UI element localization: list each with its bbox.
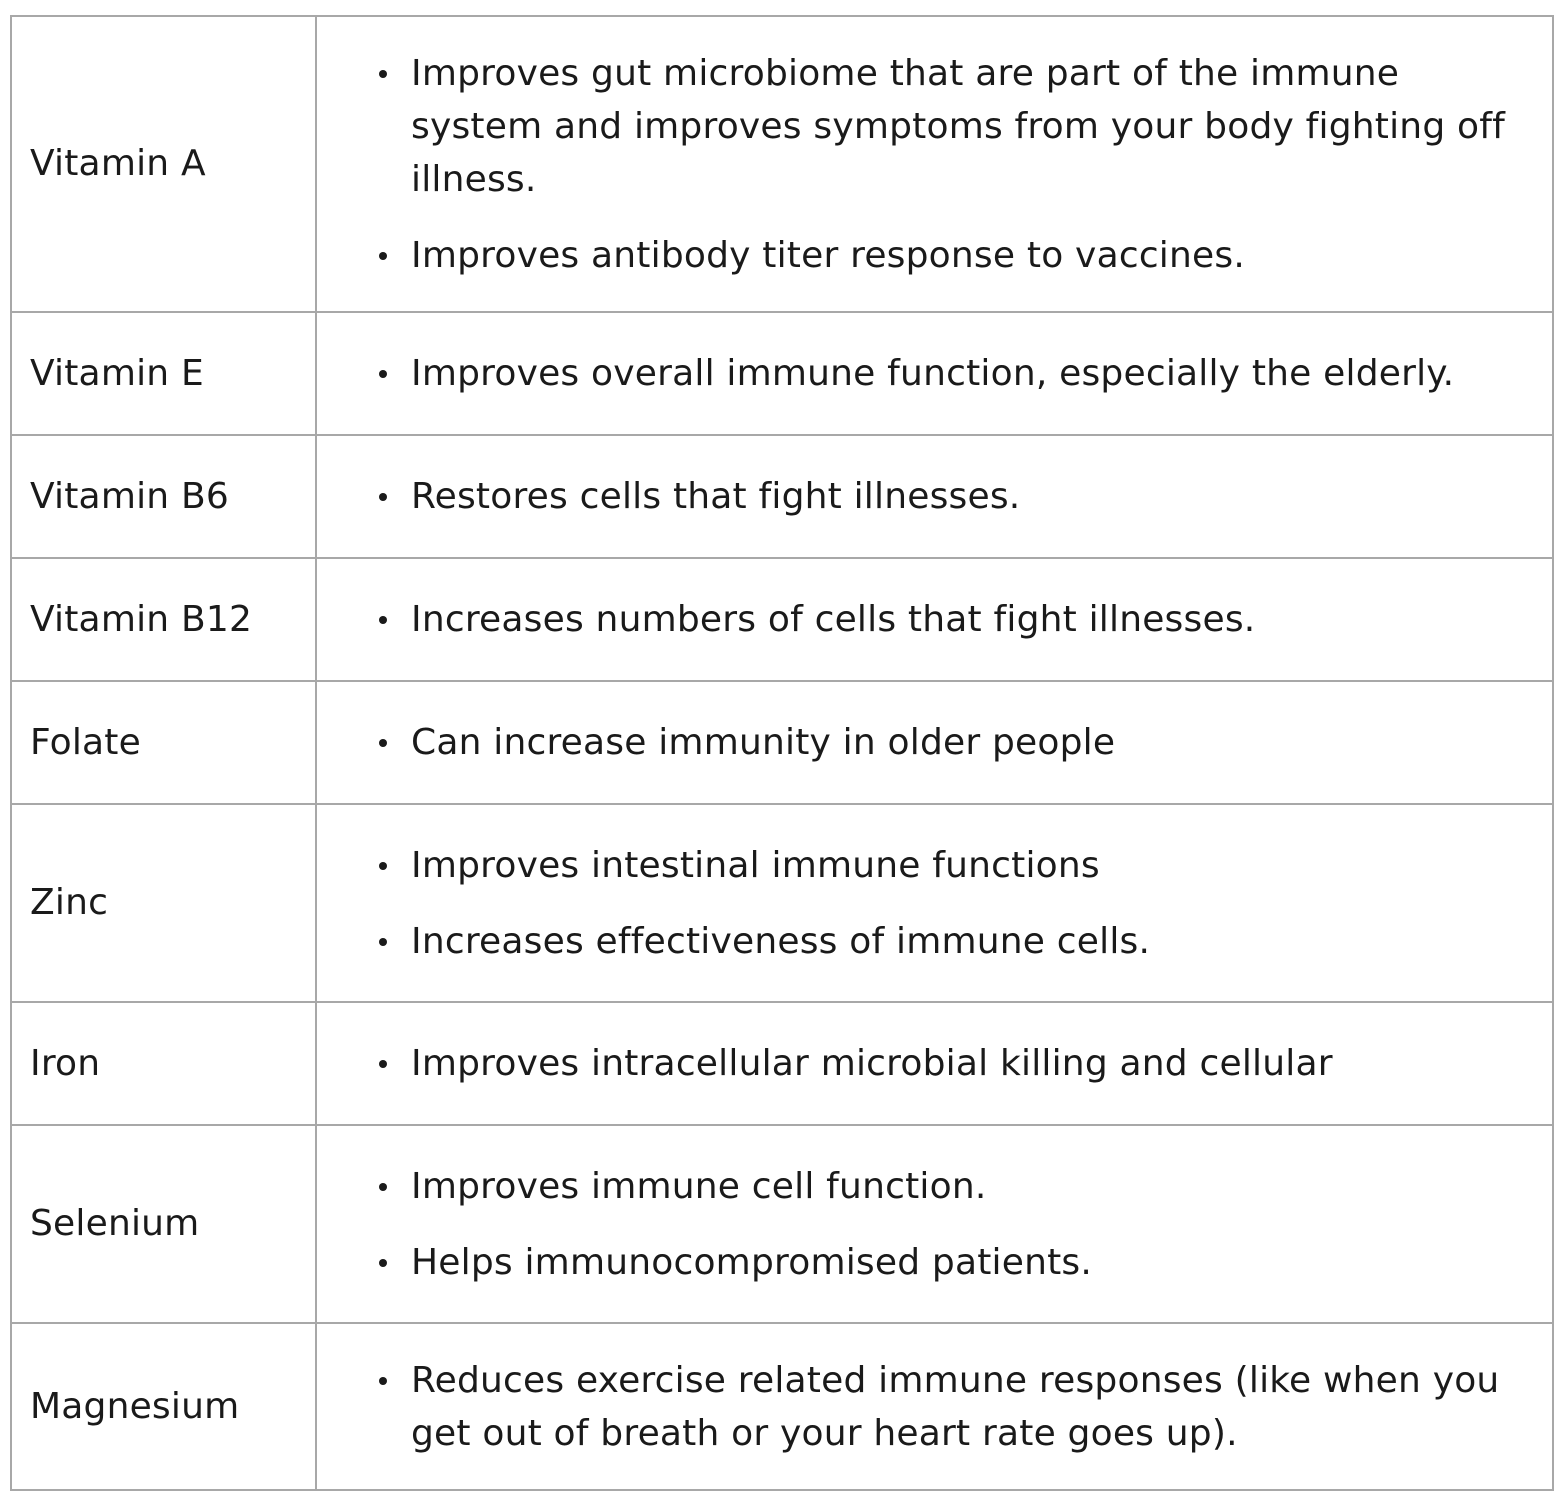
nutrient-name: Vitamin B6 [11,435,316,558]
bullet-icon [379,252,387,260]
benefit-item [373,1160,1532,1213]
nutrient-name: Vitamin E [11,312,316,435]
benefit-text: Reduces exercise related immune responses (like when you get out of breath or your heart rate goes up). [411,1359,1500,1454]
benefit-item [373,47,1532,206]
benefits-cell [316,804,1553,1002]
benefit-text: Helps immunocompromised patients. [411,1241,1093,1283]
table-row [11,312,1553,435]
benefit-text: Can increase immunity in older people [411,722,1116,763]
benefit-text: Improves gut microbiome that are part of the immune system and improves symptoms from your body fighting off illness. [411,52,1505,200]
benefit-item [373,1037,1532,1090]
table-row [11,681,1553,804]
benefits-cell [316,681,1553,804]
benefit-item [373,716,1532,769]
benefit-text: Improves intracellular microbial killing and cellular [411,1043,1333,1084]
nutrient-name: Iron [11,1002,316,1125]
bullet-icon [379,1060,387,1068]
bullet-icon [379,739,387,747]
benefit-item [373,1354,1532,1460]
benefits-cell [316,435,1553,558]
bullet-icon [379,616,387,624]
bullet-icon [379,1183,387,1191]
benefit-text: Increases numbers of cells that fight illnesses. [411,599,1256,640]
table-row [11,804,1553,1002]
benefit-list [373,470,1532,523]
table-row [11,16,1553,312]
benefit-list [373,593,1532,646]
benefit-text: Improves intestinal immune functions [411,844,1100,886]
table-row [11,1125,1553,1323]
table-row [11,1323,1553,1490]
bullet-icon [379,862,387,870]
benefit-list [373,1160,1532,1289]
benefit-item [373,915,1532,968]
bullet-icon [379,370,387,378]
table-row [11,435,1553,558]
benefit-item [373,593,1532,646]
benefit-item [373,229,1532,282]
table-row [11,1002,1553,1125]
benefit-item [373,839,1532,892]
nutrient-name: Vitamin A [11,16,316,312]
benefits-cell [316,558,1553,681]
benefit-text: Restores cells that fight illnesses. [411,476,1021,517]
nutrient-name: Zinc [11,804,316,1002]
benefits-cell [316,1002,1553,1125]
nutrient-immunity-table [10,15,1554,1491]
benefit-text: Improves immune cell function. [411,1165,987,1207]
nutrient-name: Magnesium [11,1323,316,1490]
benefit-item [373,1236,1532,1289]
table-row [11,558,1553,681]
benefits-cell [316,16,1553,312]
benefit-item [373,470,1532,523]
benefit-list [373,716,1532,769]
nutrient-name: Folate [11,681,316,804]
benefits-cell [316,1323,1553,1490]
bullet-icon [379,493,387,501]
nutrient-name: Vitamin B12 [11,558,316,681]
benefits-cell [316,312,1553,435]
benefit-item [373,347,1532,400]
benefit-list [373,839,1532,968]
benefit-list [373,1354,1532,1460]
benefit-text: Improves antibody titer response to vaccines. [411,234,1245,276]
nutrient-name: Selenium [11,1125,316,1323]
bullet-icon [379,70,387,78]
benefits-cell [316,1125,1553,1323]
bullet-icon [379,938,387,946]
benefit-list [373,47,1532,282]
benefit-text: Improves overall immune function, especially the elderly. [411,353,1455,394]
benefit-text: Increases effectiveness of immune cells. [411,920,1151,962]
bullet-icon [379,1259,387,1267]
benefit-list [373,347,1532,400]
benefit-list [373,1037,1532,1090]
bullet-icon [379,1377,387,1385]
